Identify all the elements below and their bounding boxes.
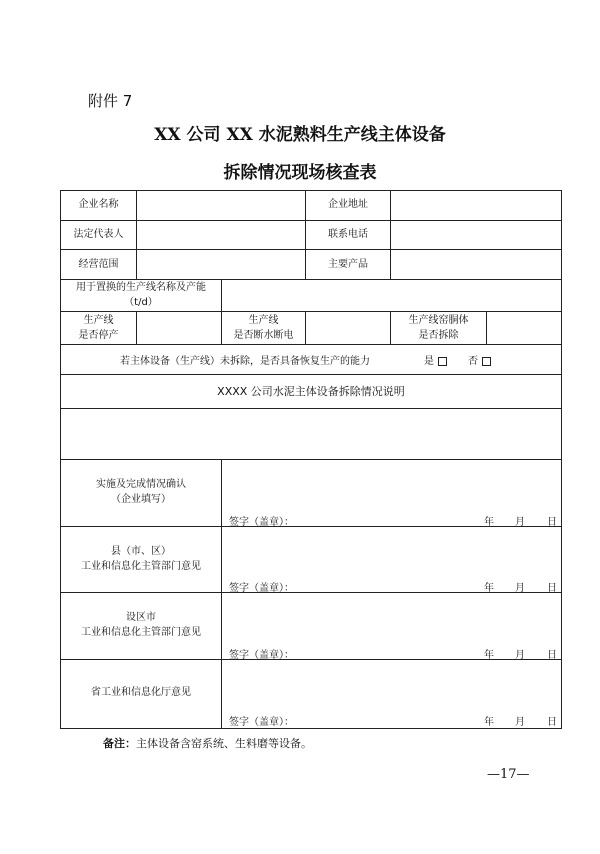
confirm-county-text-2: 工业和信息化主管部门意见 <box>81 561 201 572</box>
company-address-label: 企业地址 <box>328 199 368 210</box>
yes-label: 是 <box>424 356 434 367</box>
sign-year: 年 <box>484 717 494 728</box>
confirm-city-label <box>61 610 221 640</box>
page-number: —17— <box>487 767 530 782</box>
sign-year: 年 <box>484 583 494 594</box>
confirm-enterprise-text-2: （企业填写） <box>111 494 171 505</box>
confirm-province-label <box>61 685 221 700</box>
kiln-label <box>391 313 486 343</box>
line-power-text-2: 是否断水断电 <box>233 330 294 341</box>
main-products-label: 主要产品 <box>328 259 368 270</box>
line-stopped-text-1: 生产线 <box>83 315 114 326</box>
no-checkbox[interactable] <box>482 357 491 366</box>
company-name-label: 企业名称 <box>78 199 119 210</box>
confirm-city-text-1: 设区市 <box>126 612 156 623</box>
confirm-county-label <box>61 544 221 574</box>
sign-month: 月 <box>515 583 525 594</box>
yes-option[interactable] <box>424 352 447 367</box>
confirm-province-text-1: 省工业和信息化厅意见 <box>91 687 191 698</box>
footnote-label: 备注： <box>103 737 136 750</box>
sign-month: 月 <box>515 650 525 661</box>
footnote <box>103 735 312 751</box>
kiln-text-1: 生产线窑胴体 <box>408 315 469 326</box>
line-power-text-1: 生产线 <box>248 315 279 326</box>
replacement-line-label <box>61 280 221 310</box>
sign-year: 年 <box>484 650 494 661</box>
yes-checkbox[interactable] <box>438 357 447 366</box>
attachment-label: 附件 7 <box>88 92 133 110</box>
contact-phone-label: 联系电话 <box>328 229 368 240</box>
sign-label: 签字（盖章）： <box>229 517 294 528</box>
confirm-enterprise-text-1: 实施及完成情况确认 <box>96 479 186 490</box>
sign-day: 日 <box>547 650 557 661</box>
line-stopped-text-2: 是否停产 <box>78 330 119 341</box>
no-label: 否 <box>468 356 478 367</box>
sign-label: 签字（盖章）： <box>229 717 294 728</box>
sign-day: 日 <box>547 717 557 728</box>
sign-day: 日 <box>547 517 557 528</box>
line-stopped-label <box>61 313 136 343</box>
replacement-line-text-2: （t/d） <box>124 297 158 308</box>
footnote-text: 主体设备含窑系统、生料磨等设备。 <box>136 737 312 750</box>
section-title: XXXX 公司水泥主体设备拆除情况说明 <box>217 385 405 398</box>
sign-year: 年 <box>484 517 494 528</box>
sign-month: 月 <box>515 717 525 728</box>
sign-label: 签字（盖章）： <box>229 650 294 661</box>
replacement-line-text-1: 用于置换的生产线名称及产能 <box>76 282 206 293</box>
confirm-city-text-2: 工业和信息化主管部门意见 <box>81 627 201 638</box>
no-option[interactable] <box>468 352 491 367</box>
sign-label: 签字（盖章）： <box>229 583 294 594</box>
kiln-text-2: 是否拆除 <box>418 330 459 341</box>
confirm-county-text-1: 县（市、区） <box>111 546 171 557</box>
line-power-label <box>222 313 305 343</box>
legal-rep-label: 法定代表人 <box>73 229 124 240</box>
sign-month: 月 <box>515 517 525 528</box>
business-scope-label: 经营范围 <box>78 259 119 270</box>
confirm-enterprise-label <box>61 477 221 507</box>
title-line-2: 拆除情况现场核查表 <box>223 163 377 183</box>
title-line-1: XX 公司 XX 水泥熟料生产线主体设备 <box>154 125 446 145</box>
sign-day: 日 <box>547 583 557 594</box>
recovery-question: 若主体设备（生产线）未拆除，是否具备恢复生产的能力 <box>120 356 370 367</box>
